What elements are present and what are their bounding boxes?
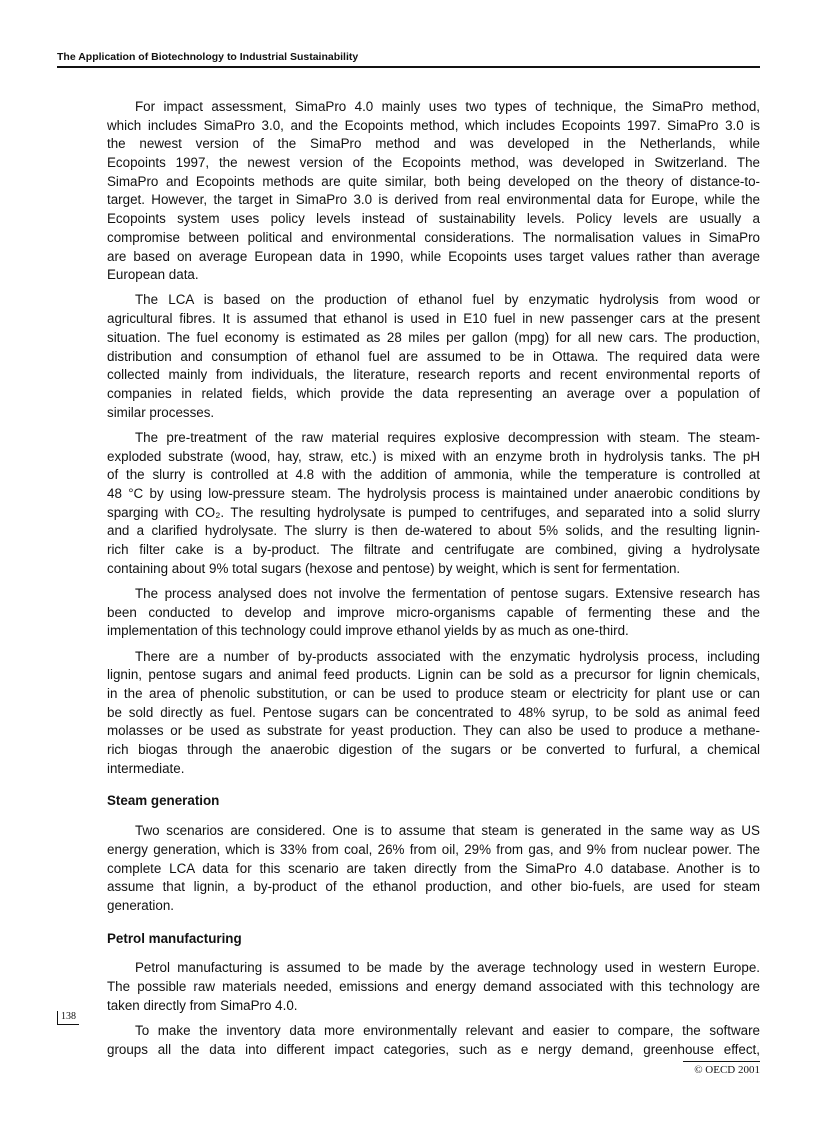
text-line: complete LCA data for this scenario are taken directly from the SimaPro 4.0 database. Another is to [107,860,760,876]
text-line: intermediate. [107,760,185,776]
text-line: The pre-treatment of the raw material requires explosive decompression with steam. The steam- [135,429,760,445]
running-head: The Application of Biotechnology to Industrial Sustainability [57,51,359,63]
text-line: the newest version of the SimaPro method and was developed in the Netherlands, while [107,136,760,152]
text-line: Ecopoints 1997, the newest version of the Ecopoints method, was developed in Switzerland. The [107,155,760,171]
text-line: exploded substrate (wood, hay, straw, etc.) is mixed with an enzyme broth in hydrolysis tanks. The pH [107,448,760,464]
text-line: There are a number of by-products associated with the enzymatic hydrolysis process, including [135,648,760,664]
text-line: For impact assessment, SimaPro 4.0 mainly uses two types of technique, the SimaPro method, [135,99,760,114]
section-heading: Petrol manufacturing [107,930,242,946]
paragraph [107,291,760,422]
text-line: energy generation, which is 33% from coal, 26% from oil, 29% from gas, and 9% from nuclear power. The [107,841,760,857]
text-line: of the slurry is controlled at 4.8 with the addition of ammonia, while the temperature is controlled at [107,467,760,483]
text-line: target. However, the target in SimaPro 3.0 is derived from real environmental data for Europe, while the [107,192,760,208]
text-line: molasses or be used as substrate for yeast production. They can also be used to produce a methane- [107,723,760,739]
header-rule [57,66,760,68]
text-line: containing about 9% total sugars (hexose and pentose) by weight, which is sent for fermentation. [107,560,681,576]
text-line: SimaPro and Ecopoints methods are quite similar, both being developed on the theory of distance-to- [107,173,760,189]
text-line: European data. [107,267,199,283]
text-line: rich filter cake is a by-product. The filtrate and centrifugate are combined, giving a hydrolysate [107,542,760,557]
text-line: and a clarified hydrolysate. The slurry is then de-watered to about 5% solids, and the resulting lignin- [107,523,760,539]
section-heading: Steam generation [107,793,220,809]
text-line: agricultural fibres. It is assumed that ethanol is used in E10 fuel in new passenger cars at the present [107,311,760,327]
text-line: implementation of this technology could improve ethanol yields by as much as one-third. [107,623,629,639]
copyright-footer: © OECD 2001 [694,1064,760,1076]
text-line: are based on average European data in 1990, while Ecopoints uses target values rather than average [107,248,760,264]
text-line: To make the inventory data more environmentally relevant and easier to compare, the software [135,1022,760,1038]
paragraph [107,585,760,641]
body-text [107,98,760,1066]
paragraph [107,98,760,285]
paragraph [107,648,760,779]
text-line: lignin, pentose sugars and animal feed products. Lignin can be sold as a precursor for lignin chemicals, [107,667,760,683]
text-line: compromise between political and environmental considerations. The normalisation values in SimaPro [107,229,760,245]
text-line: situation. The fuel economy is estimated as 28 miles per gallon (mpg) for all new cars. The production, [107,329,760,345]
text-line: rich biogas through the anaerobic digestion of the sugars or be converted to furfural, a chemical [107,742,760,758]
text-line: in the area of phenolic substitution, or can be used to produce steam or electricity for plant use or can [107,686,760,701]
text-line: taken directly from SimaPro 4.0. [107,997,298,1013]
paragraph [107,1022,760,1059]
text-line: generation. [107,897,175,913]
text-line: groups all the data into different impact categories, such as e nergy demand, greenhouse effect, [107,1041,760,1057]
text-line: sparging with CO₂. The resulting hydrolysate is pumped to centrifuges, and separated into a solid slurry [107,504,760,520]
text-line: The process analysed does not involve the fermentation of pentose sugars. Extensive research has [135,585,760,601]
text-line: which includes SimaPro 3.0, and the Ecopoints method, which includes Ecopoints 1997. SimaPro 3.0 is [107,117,760,133]
text-line: The possible raw materials needed, emissions and energy demand associated with this technology are [107,978,760,994]
paragraph [107,959,760,1015]
text-line: been conducted to develop and improve micro-organisms capable of fermenting these and the [107,604,760,620]
page-number: 138 [57,1011,79,1025]
text-line: Two scenarios are considered. One is to assume that steam is generated in the same way as US [135,823,760,839]
footer-rule [683,1061,760,1062]
paragraph [107,429,760,579]
text-line: 48 °C by using low-pressure steam. The hydrolysis process is maintained under anaerobic conditions by [107,485,760,501]
text-line: be sold directly as fuel. Pentose sugars can be concentrated to 48% syrup, to be sold as animal feed [107,704,760,720]
text-line: assume that lignin, a by-product of the ethanol production, and other bio-fuels, are used for steam [107,879,760,895]
text-line: The LCA is based on the production of ethanol fuel by enzymatic hydrolysis from wood or [135,292,760,308]
text-line: distribution and consumption of ethanol fuel are assumed to be in Ottawa. The required data were [107,348,760,364]
text-line: similar processes. [107,404,215,420]
text-line: Petrol manufacturing is assumed to be made by the average technology used in western Europe. [135,960,760,976]
text-line: Ecopoints system uses policy levels instead of sustainability levels. Policy levels are usually a [107,211,760,227]
text-line: collected mainly from individuals, the literature, research reports and recent environmental reports of [107,367,760,383]
paragraph [107,822,760,915]
text-line: companies in related fields, which provide the data representing an average over a population of [107,385,760,401]
